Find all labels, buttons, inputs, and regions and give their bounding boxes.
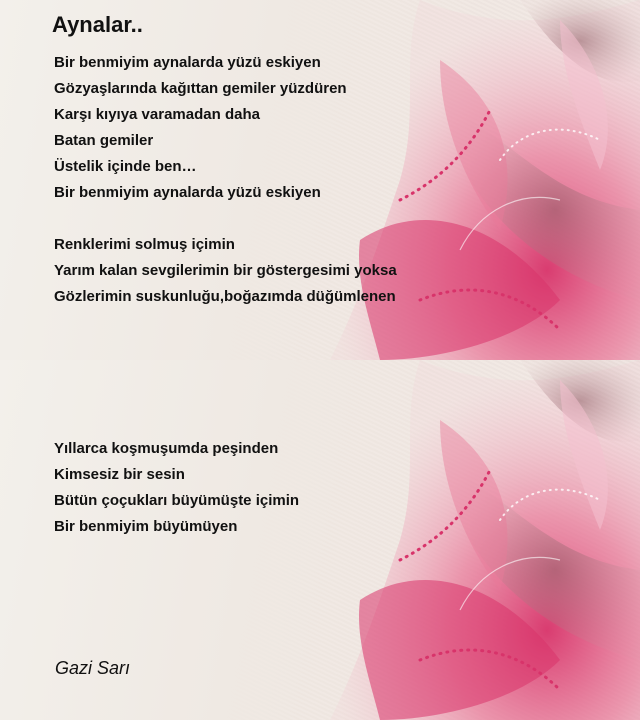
poem-line: Gözlerimin suskunluğu,boğazımda düğümlenen [54,288,396,305]
poem-line: Renklerimi solmuş içimin [54,236,235,253]
poem-title: Aynalar.. [52,12,143,37]
poem-line: Karşı kıyıya varamadan daha [54,106,260,123]
poem-line: Bir benmiyim aynalarda yüzü eskiyen [54,184,321,201]
poem-line: Bir benmiyim aynalarda yüzü eskiyen [54,54,321,71]
poem-line: Bütün çoçukları büyümüşte içimin [54,492,300,509]
poem-line: Bir benmiyim büyümüyen [54,518,238,535]
stanza-2 [54,232,397,310]
stanza-1 [54,50,347,206]
poem-line: Kimsesiz bir sesin [54,466,185,483]
poem-line: Yıllarca koşmuşumda peşinden [54,440,279,457]
poem-line: Gözyaşlarında kağıttan gemiler yüzdüren [54,80,347,97]
stanza-3 [54,436,299,540]
poem-line: Üstelik içinde ben… [54,158,197,175]
poem-author: Gazi Sarı [55,658,131,678]
poem-line: Yarım kalan sevgilerimin bir göstergesimi yoksa [54,262,397,279]
poem-card-bottom [0,360,640,720]
poem-line: Batan gemiler [54,132,154,149]
